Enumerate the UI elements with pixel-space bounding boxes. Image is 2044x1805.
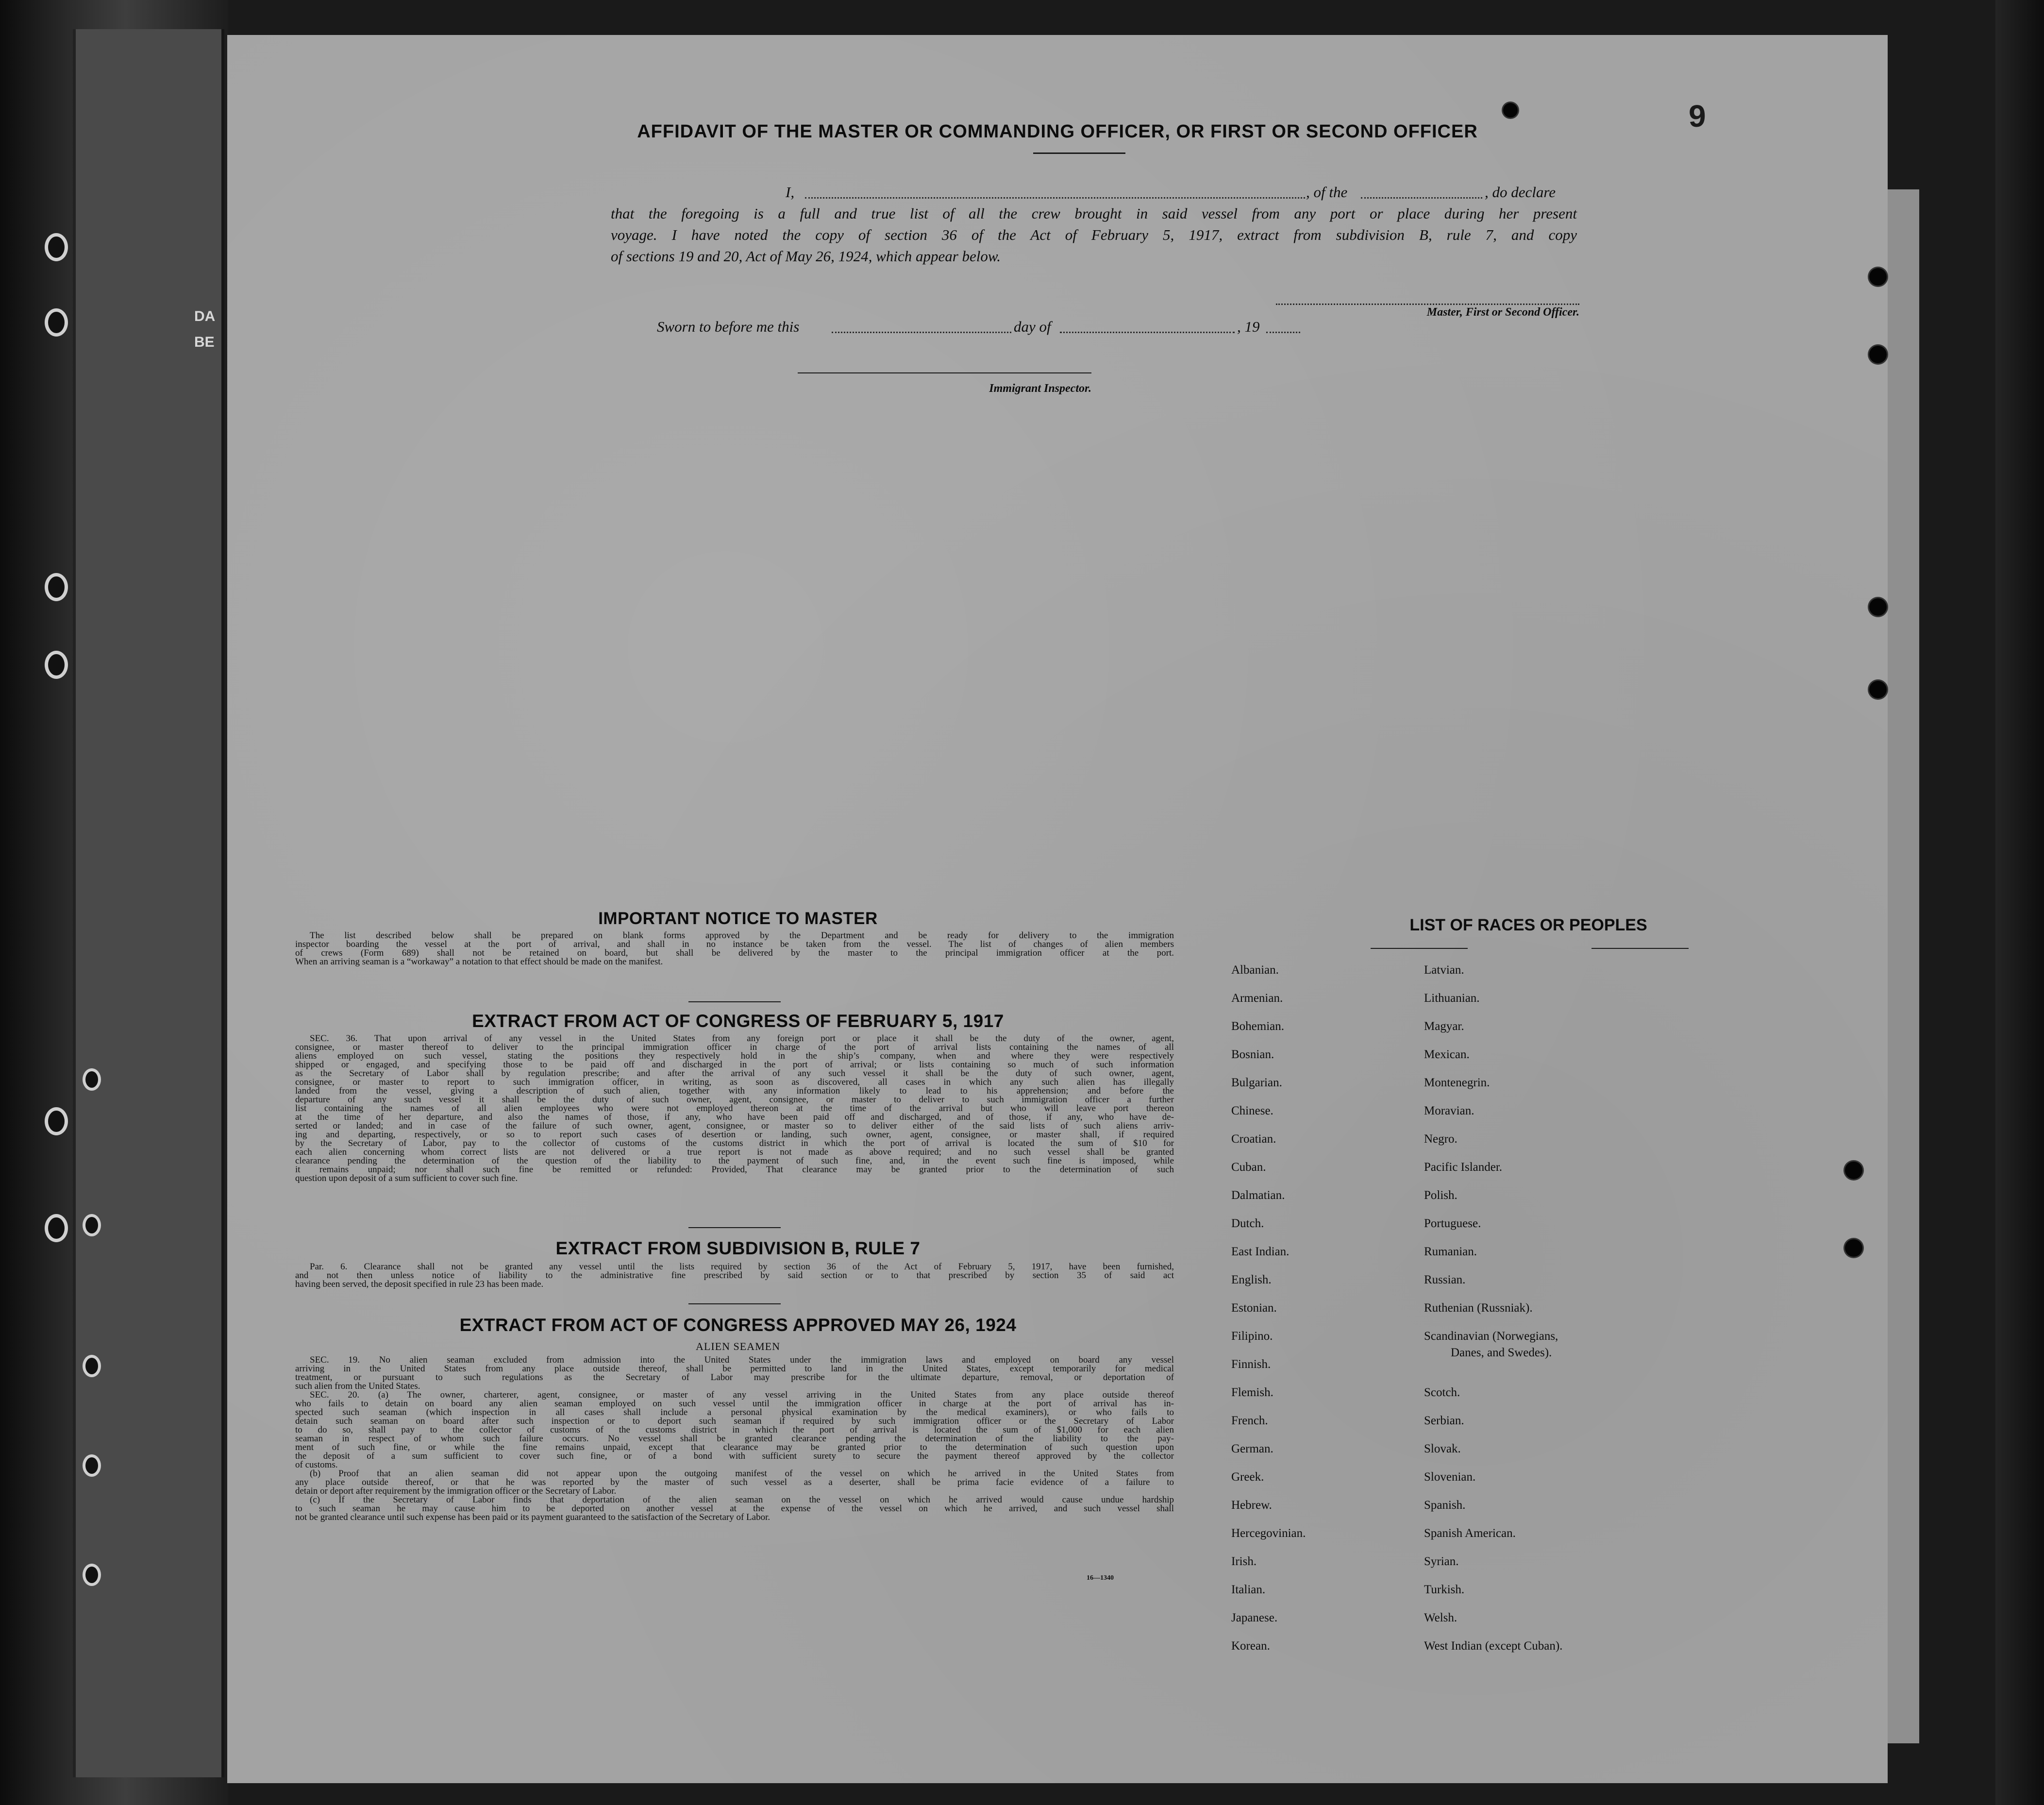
- notice-line: of crews (Form 689) shall not be retained on board, but shall be delivered by the master to the principal immigration officer at the port.: [295, 948, 1174, 958]
- race-right-item: Negro.: [1424, 1132, 1458, 1146]
- race-right-item: West Indian (except Cuban).: [1424, 1639, 1563, 1653]
- race-right-item: Spanish.: [1424, 1499, 1466, 1512]
- notice-body: [295, 931, 1174, 966]
- race-right-item: Pacific Islander.: [1424, 1161, 1503, 1174]
- race-left-item: Albanian.: [1231, 963, 1279, 977]
- rule-7-title: EXTRACT FROM SUBDIVISION B, RULE 7: [555, 1238, 921, 1258]
- race-right-item: Magyar.: [1424, 1020, 1464, 1033]
- race-left-item: Croatian.: [1231, 1132, 1276, 1146]
- signature-blank: [1276, 304, 1579, 305]
- act-1924-subtitle: ALIEN SEAMEN: [696, 1340, 780, 1352]
- edge-text: BE: [194, 334, 215, 350]
- act-1917-line: landed from the vessel, giving a description of such alien, together with any information likely to lead to his apprehension; and before the: [295, 1086, 1174, 1096]
- binder-ring: [45, 651, 68, 679]
- master-signature-label: Master, First or Second Officer.: [1426, 306, 1579, 319]
- race-left-item: Armenian.: [1231, 992, 1283, 1005]
- act-1924-line: (c) If the Secretary of Labor finds that deportation of the alien seaman on the vessel on which he arrived would cause undue hardship: [310, 1495, 1174, 1505]
- race-right-item: Spanish American.: [1424, 1527, 1516, 1540]
- act-1924-line: seaman in respect of whom such failure occurs. No vessel shall be granted clearance pending the determination of the liability to the pay-: [295, 1434, 1174, 1444]
- binder-ring: [83, 1068, 101, 1091]
- act-1924-line: (b) Proof that an alien seaman did not appear upon the outgoing manifest of the vessel on which he arrived in the United States from: [310, 1468, 1174, 1479]
- affidavit-i: I,: [786, 184, 795, 201]
- race-right-item: Scandinavian (Norwegians,: [1424, 1330, 1558, 1343]
- act-1924-line: to such seaman he may cause him to be deported on another vessel at the expense of the vessel on which he arrived, and such vessel shall: [295, 1503, 1174, 1514]
- race-left-item: Dutch.: [1231, 1217, 1264, 1230]
- notice-line: When an arriving seaman is a “workaway” a notation to that effect should be made on the manifest.: [295, 957, 663, 967]
- vessel-blank: [1361, 197, 1482, 199]
- act-1917-line: it remains unpaid; nor shall such fine be remitted or refunded: Provided, That clearance may be granted prior to the determination of such: [295, 1164, 1174, 1175]
- race-right-item: Polish.: [1424, 1189, 1458, 1202]
- act-1917-line: consignee, or master thereof to deliver to the principal immigration officer in charge of the port of arrival lists containing the names of all: [295, 1042, 1174, 1052]
- act-1924-line: SEC. 20. (a) The owner, charterer, agent, consignee, or master of any vessel arriving in the United States from any place outside thereof: [310, 1390, 1174, 1400]
- binder-ring: [45, 308, 68, 337]
- binder-ring: [83, 1355, 101, 1377]
- act-1917-body: [295, 1034, 1174, 1183]
- act-1924-line: such alien from the United States.: [295, 1381, 420, 1391]
- document-page: [227, 35, 1888, 1783]
- day-of-label: day of: [1014, 318, 1051, 335]
- race-left-item: Korean.: [1231, 1639, 1270, 1653]
- race-right-item: Montenegrin.: [1424, 1076, 1490, 1089]
- act-1924-line: SEC. 19. No alien seaman excluded from admission into the United States under the immigration laws and employed on board any vessel: [310, 1355, 1174, 1365]
- binder-strip: [73, 29, 224, 1777]
- year-blank: [1266, 332, 1300, 333]
- race-right-item: Serbian.: [1424, 1414, 1464, 1427]
- right-dark-edge: [1995, 0, 2044, 1805]
- punch-hole: [1845, 1162, 1862, 1179]
- race-right-item: Slovak.: [1424, 1442, 1461, 1455]
- race-right-item: Mexican.: [1424, 1048, 1470, 1061]
- affidavit-title: AFFIDAVIT OF THE MASTER OR COMMANDING OFFICER, OR FIRST OR SECOND OFFICER: [637, 121, 1478, 142]
- act-1917-line: consignee, or master to report to such immigration officer, in writing, as soon as discovered, all cases in which any such alien has illegally: [295, 1077, 1174, 1087]
- affidavit-of-the: , of the: [1306, 184, 1348, 201]
- punch-hole: [1869, 346, 1887, 363]
- race-right-item: Latvian.: [1424, 963, 1464, 977]
- race-right-item: Danes, and Swedes).: [1451, 1346, 1552, 1359]
- act-1917-line: departure of any such vessel it shall be the duty of such owner, agent, consignee, or master to deliver to such immigration officer a further: [295, 1095, 1174, 1105]
- race-left-item: Cuban.: [1231, 1161, 1266, 1174]
- race-right-item: Lithuanian.: [1424, 992, 1480, 1005]
- affidavit-do-declare: , do declare: [1485, 184, 1556, 201]
- binder-ring: [45, 1214, 68, 1242]
- month-blank: [1060, 332, 1235, 333]
- punch-hole: [1869, 268, 1887, 286]
- act-1924-line: to do so, shall pay to the collector of customs of the customs district in which the port of arrival is located the sum of $1,000 for each alien: [295, 1425, 1174, 1435]
- act-1917-line: each alien concerning whom correct lists are not delivered or a true report is not made as above required; and no such vessel shall be granted: [295, 1147, 1174, 1157]
- form-number: 16—1340: [1087, 1574, 1114, 1582]
- sworn-line: [657, 319, 1579, 336]
- race-right-item: Slovenian.: [1424, 1470, 1476, 1484]
- race-left-item: Japanese.: [1231, 1611, 1278, 1624]
- races-rule: [1371, 948, 1468, 949]
- act-1917-line: SEC. 36. That upon arrival of any vessel in the United States from any foreign port or place it shall be the duty of the owner, agent,: [310, 1033, 1174, 1044]
- page-number: 9: [1689, 99, 1706, 134]
- act-1924-body: [295, 1356, 1174, 1522]
- act-1924-line: treatment, or pursuant to such regulations as the Secretary of Labor may prescribe for the ultimate departure, removal, or deportation of: [295, 1372, 1174, 1383]
- race-right-item: Ruthenian (Russniak).: [1424, 1301, 1533, 1315]
- act-1924-title: EXTRACT FROM ACT OF CONGRESS APPROVED MAY 26, 1924: [459, 1315, 1017, 1335]
- act-1917-line: question upon deposit of a sum sufficient to cover such fine.: [295, 1173, 518, 1183]
- race-left-item: German.: [1231, 1442, 1273, 1455]
- section-rule: [688, 1227, 781, 1228]
- rule-7-line: having been served, the deposit specified in rule 23 has been made.: [295, 1279, 544, 1289]
- punch-hole: [1869, 681, 1887, 698]
- title-rule: [1033, 152, 1125, 154]
- race-right-item: Rumanian.: [1424, 1245, 1477, 1258]
- name-blank: [805, 197, 1305, 199]
- act-1924-line: detain such seaman on board after such inspection or to deport such seaman if required by such immigration officer or the Secretary of Labor: [295, 1416, 1174, 1426]
- binder-ring: [45, 233, 68, 261]
- notice-line: The list described below shall be prepared on blank forms approved by the Department and be ready for delivery to the immigration: [310, 930, 1174, 941]
- race-right-item: Syrian.: [1424, 1555, 1459, 1568]
- affidavit-line-3: voyage. I have noted the copy of section 36 of the Act of February 5, 1917, extract from subdivision B, rule 7, and copy: [611, 226, 1577, 243]
- day-blank: [832, 332, 1011, 333]
- sworn-label: Sworn to before me this: [657, 318, 800, 335]
- edge-text: DA: [194, 308, 216, 324]
- act-1924-line: spected such seaman (which inspection in all cases shall include a personal physical examination by the medical examiners), or who fails to: [295, 1407, 1174, 1417]
- punch-hole: [1845, 1239, 1862, 1257]
- rule-7-body: [295, 1263, 1174, 1289]
- punch-hole: [1503, 103, 1518, 118]
- affidavit-line-4: of sections 19 and 20, Act of May 26, 1924, which appear below.: [611, 248, 1001, 265]
- act-1917-line: list containing the names of all alien employees who were not employed thereon at the time of the arrival but who will leave port thereon: [295, 1103, 1174, 1113]
- notice-line: inspector boarding the vessel at the port of arrival, and shall in no instance be taken from the vessel. The list of changes of alien members: [295, 939, 1174, 949]
- act-1917-line: ing and departing, respectively, or so to report such cases of desertion or landing, such owner, agent, consignee, or master shall, if required: [295, 1130, 1174, 1140]
- inspector-signature-line: [798, 372, 1091, 373]
- inspector-label: Immigrant Inspector.: [989, 382, 1091, 395]
- race-left-item: Hercegovinian.: [1231, 1527, 1306, 1540]
- section-rule: [688, 1303, 781, 1304]
- act-1924-line: the deposit of a sum sufficient to cover such fine, or of a bond with sufficient surety to secure the payment thereof approved by the collector: [295, 1451, 1174, 1461]
- affidavit-line-2: that the foregoing is a full and true list of all the crew brought in said vessel from any port or place during her present: [611, 205, 1577, 222]
- act-1917-line: serted or landed; and in case of the failure of such owner, agent, consignee, or master so to deliver either of the said lists of such aliens arriv-: [295, 1121, 1174, 1131]
- race-right-item: Moravian.: [1424, 1104, 1474, 1117]
- section-rule: [688, 1001, 781, 1002]
- race-left-item: Dalmatian.: [1231, 1189, 1285, 1202]
- race-right-item: Portuguese.: [1424, 1217, 1481, 1230]
- race-right-item: Russian.: [1424, 1273, 1466, 1286]
- act-1917-line: clearance pending the determination of the question of the liability to the payment of such fine, and, in the event such fine is imposed, while: [295, 1156, 1174, 1166]
- act-1924-line: who fails to detain on board any alien seaman employed on such vessel until the immigration officer in charge at the port of arrival has in-: [295, 1399, 1174, 1409]
- act-1924-line: of customs.: [295, 1460, 338, 1470]
- rule-7-line: and not then unless notice of liability to the administrative fine prescribed by said section or to that prescribed by section 35 of said act: [295, 1270, 1174, 1281]
- act-1917-line: shipped or engaged, and specifying those to be paid off and discharged in the port of arrival; or lists containing so much of such information: [295, 1060, 1174, 1070]
- act-1924-line: not be granted clearance until such expense has been paid or its payment guaranteed to the satisfaction of the Secretary of Labor.: [295, 1512, 771, 1522]
- race-left-item: Bulgarian.: [1231, 1076, 1282, 1089]
- races-rule: [1592, 948, 1689, 949]
- race-right-item: Turkish.: [1424, 1583, 1465, 1596]
- act-1924-line: any place outside thereof, or that he was reported by the master of such vessel as a deserter, shall be prima facie evidence of a failure to: [295, 1477, 1174, 1487]
- act-1917-title: EXTRACT FROM ACT OF CONGRESS OF FEBRUARY 5, 1917: [472, 1011, 1004, 1031]
- act-1924-line: detain or deport after requirement by the immigration officer or the Secretary of Labor.: [295, 1486, 617, 1496]
- race-left-item: Estonian.: [1231, 1301, 1277, 1315]
- race-left-item: Flemish.: [1231, 1386, 1273, 1399]
- act-1924-line: arriving in the United States from any place outside thereof, shall be permitted to land in the United States, except temporarily for medical: [295, 1364, 1174, 1374]
- year-label: , 19: [1237, 318, 1260, 335]
- act-1917-line: as the Secretary of Labor shall by regulation prescribe; and after the arrival of any such vessel it shall be the duty of such owner, agent,: [295, 1068, 1174, 1079]
- race-left-item: English.: [1231, 1273, 1272, 1286]
- race-left-item: Filipino.: [1231, 1330, 1273, 1343]
- act-1917-line: at the time of her departure, and also the names of those, if any, who have been paid off and discharged, and of those, if any, who have de-: [295, 1112, 1174, 1122]
- binder-ring: [83, 1454, 101, 1477]
- race-left-item: Greek.: [1231, 1470, 1264, 1484]
- race-left-item: Chinese.: [1231, 1104, 1273, 1117]
- binder-ring: [83, 1564, 101, 1586]
- binder-ring: [45, 573, 68, 601]
- race-left-item: Italian.: [1231, 1583, 1266, 1596]
- affidavit-declaration-line: [611, 185, 1577, 201]
- race-right-item: Welsh.: [1424, 1611, 1458, 1624]
- binder-ring: [45, 1107, 68, 1135]
- act-1917-line: by the Secretary of Labor, pay to the collector of customs of the customs district in which the port of arrival is located the sum of $10 for: [295, 1138, 1174, 1148]
- race-left-item: Irish.: [1231, 1555, 1257, 1568]
- race-left-item: French.: [1231, 1414, 1268, 1427]
- race-left-item: Finnish.: [1231, 1358, 1271, 1371]
- binder-ring: [83, 1214, 101, 1236]
- race-left-item: Bosnian.: [1231, 1048, 1274, 1061]
- race-left-item: East Indian.: [1231, 1245, 1290, 1258]
- punch-hole: [1869, 598, 1887, 616]
- race-left-item: Bohemian.: [1231, 1020, 1285, 1033]
- races-title: LIST OF RACES OR PEOPLES: [1409, 916, 1647, 934]
- race-left-item: Hebrew.: [1231, 1499, 1272, 1512]
- notice-title: IMPORTANT NOTICE TO MASTER: [598, 909, 878, 928]
- act-1924-line: ment of such fine, or while the fine remains unpaid, except that clearance may be granted prior to the determination of such question upon: [295, 1442, 1174, 1452]
- rule-7-line: Par. 6. Clearance shall not be granted any vessel until the lists required by section 36 of the Act of February 5, 1917, have been furnished,: [310, 1262, 1174, 1272]
- act-1917-line: aliens employed on such vessel, stating the positions they respectively hold in the ship’s company, when and where they were respectively: [295, 1051, 1174, 1061]
- race-right-item: Scotch.: [1424, 1386, 1460, 1399]
- binder-background: [0, 0, 228, 1805]
